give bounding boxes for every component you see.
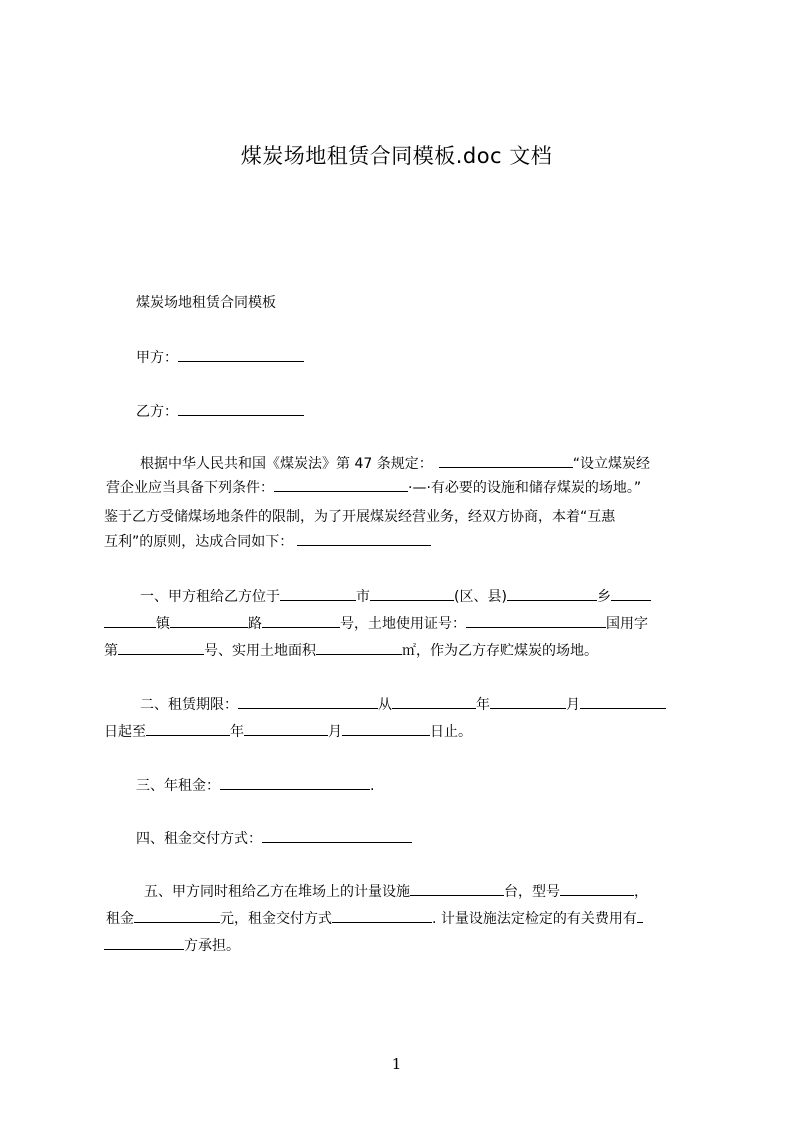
clause-text: 年	[230, 724, 244, 740]
blank	[104, 934, 184, 950]
intro-line-2	[106, 476, 641, 497]
document-title: 煤炭场地租赁合同模板.doc 文档	[240, 144, 553, 168]
blank	[274, 476, 408, 492]
clause-text: 号，土地使用证号：	[340, 616, 466, 632]
blank	[637, 907, 643, 923]
party-a-line	[136, 346, 304, 367]
intro-line-4	[104, 530, 431, 551]
clause-text: 租金	[106, 911, 134, 927]
clause-2-line-1	[140, 693, 666, 714]
intro-text: 营企业应当具备下列条件：	[106, 480, 274, 496]
intro-text: ·—·有必要的设施和储存煤炭的场地。”	[408, 480, 642, 496]
clause-text: 一、甲方租给乙方位于	[140, 589, 280, 605]
clause-text: 月	[328, 724, 342, 740]
clause-text: 元，租金交付方式	[220, 911, 332, 927]
blank	[170, 612, 248, 628]
intro-text: 根据中华人民共和国《煤炭法》第 47 条规定：	[140, 456, 433, 472]
clause-1-line-3	[104, 639, 598, 660]
clause-5-line-3	[104, 934, 240, 955]
clause-1-line-1	[140, 585, 651, 606]
blank	[316, 639, 402, 655]
clause-text: 路	[248, 616, 262, 632]
party-a-label: 甲方：	[136, 350, 178, 366]
clause-text: 四、租金交付方式：	[136, 831, 262, 847]
blank	[146, 720, 230, 736]
blank	[410, 880, 504, 896]
clause-text: 日止。	[430, 724, 472, 740]
blank	[280, 585, 356, 601]
blank	[370, 585, 454, 601]
clause-4-line	[136, 827, 412, 848]
clause-text: 号、实用土地面积	[204, 643, 316, 659]
clause-text: 乡	[596, 589, 611, 605]
blank	[507, 585, 597, 601]
blank	[262, 612, 340, 628]
blank	[104, 612, 156, 628]
clause-text: ㎡，作为乙方存贮煤炭的场地。	[402, 643, 598, 659]
intro-text: “设立煤炭经	[572, 456, 650, 472]
clause-2-line-2	[104, 720, 472, 741]
clause-text: ，	[634, 884, 648, 900]
clause-text: 年	[476, 697, 490, 713]
clause-text: 第	[104, 643, 118, 659]
document-subtitle: 煤炭场地租赁合同模板	[136, 295, 276, 311]
clause-text: 二、租赁期限：	[140, 697, 238, 713]
clause-text: 国用字	[606, 616, 648, 632]
blank	[220, 774, 370, 790]
clause-3-line	[136, 774, 374, 795]
clause-text: 从	[378, 697, 392, 713]
clause-5-line-1	[144, 880, 648, 901]
blank	[580, 693, 666, 709]
clause-text: 五、甲方同时租给乙方在堆场上的计量设施	[144, 884, 410, 900]
blank	[560, 880, 634, 896]
blank	[297, 530, 431, 546]
intro-line-3: 鉴于乙方受储煤场地条件的限制，为了开展煤炭经营业务，经双方协商，本着“互惠	[104, 509, 616, 525]
party-b-label: 乙方：	[136, 404, 178, 420]
blank	[262, 827, 412, 843]
blank	[134, 907, 220, 923]
blank	[332, 907, 432, 923]
clause-text: 三、年租金：	[136, 778, 220, 794]
blank	[244, 720, 328, 736]
intro-line-1	[140, 452, 650, 473]
clause-1-line-2	[104, 612, 648, 633]
clause-text: .	[370, 778, 375, 794]
blank	[439, 452, 573, 468]
blank	[611, 585, 651, 601]
clause-text: 日起至	[104, 724, 146, 740]
blank	[238, 693, 378, 709]
intro-text: 互利”的原则，达成合同如下：	[104, 534, 294, 550]
clause-text: 月	[566, 697, 580, 713]
clause-5-line-2	[106, 907, 643, 928]
blank	[118, 639, 204, 655]
clause-text: 镇	[156, 616, 170, 632]
blank	[392, 693, 476, 709]
blank	[466, 612, 606, 628]
page-number: 1	[391, 1055, 402, 1073]
clause-text: (区、县)	[454, 589, 507, 605]
clause-text: 方承担。	[184, 938, 240, 954]
clause-text: 台，型号	[504, 884, 560, 900]
party-a-blank	[178, 346, 304, 362]
party-b-blank	[178, 400, 304, 416]
blank	[342, 720, 430, 736]
clause-text: . 计量设施法定检定的有关费用有	[432, 911, 637, 927]
clause-text: 市	[356, 589, 370, 605]
blank	[490, 693, 566, 709]
party-b-line	[136, 400, 304, 421]
